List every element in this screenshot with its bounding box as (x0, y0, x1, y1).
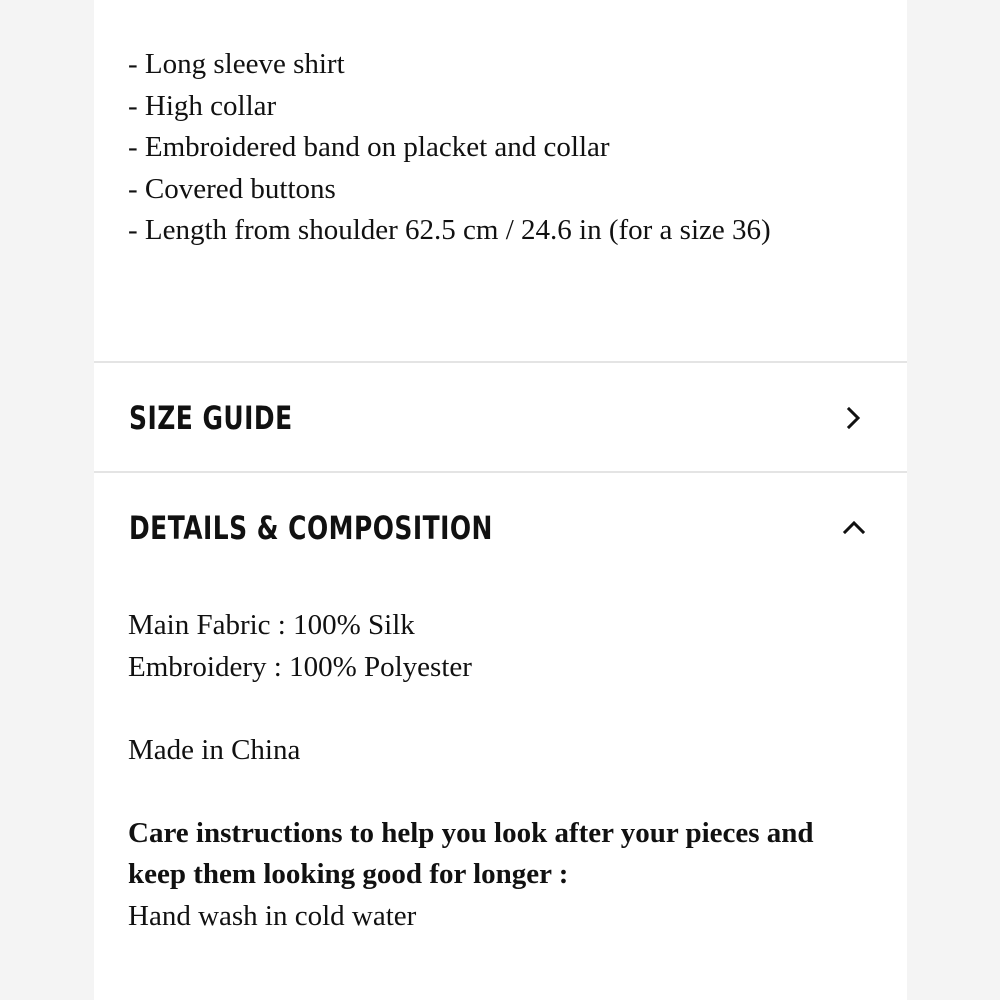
description-bullet: - Covered buttons (128, 172, 336, 205)
chevron-right-icon (839, 403, 869, 433)
chevron-up-icon (839, 513, 869, 543)
main-fabric-text: Main Fabric : 100% Silk (128, 609, 415, 641)
origin-text: Made in China (128, 733, 301, 766)
section-divider (94, 471, 907, 473)
details-composition-body (128, 605, 878, 937)
product-description-list (128, 44, 848, 252)
description-bullet: - Embroidered band on placket and collar (128, 131, 610, 163)
details-composition-accordion[interactable] (94, 474, 907, 582)
size-guide-title: SIZE GUIDE (129, 399, 293, 437)
care-instructions-heading: Care instructions to help you look after your pieces and keep them looking good for longer : (128, 816, 814, 890)
description-bullet: - Long sleeve shirt (128, 48, 345, 80)
embroidery-text: Embroidery : 100% Polyester (128, 650, 472, 683)
description-bullet: - High collar (128, 89, 277, 122)
product-info-panel (94, 0, 907, 1000)
description-bullet: - Length from shoulder 62.5 cm / 24.6 in (for a size 36) (128, 214, 771, 246)
details-composition-title: DETAILS & COMPOSITION (129, 509, 493, 547)
care-instructions-text: Hand wash in cold water (128, 899, 417, 932)
size-guide-accordion[interactable] (94, 364, 907, 472)
section-divider (94, 361, 907, 363)
